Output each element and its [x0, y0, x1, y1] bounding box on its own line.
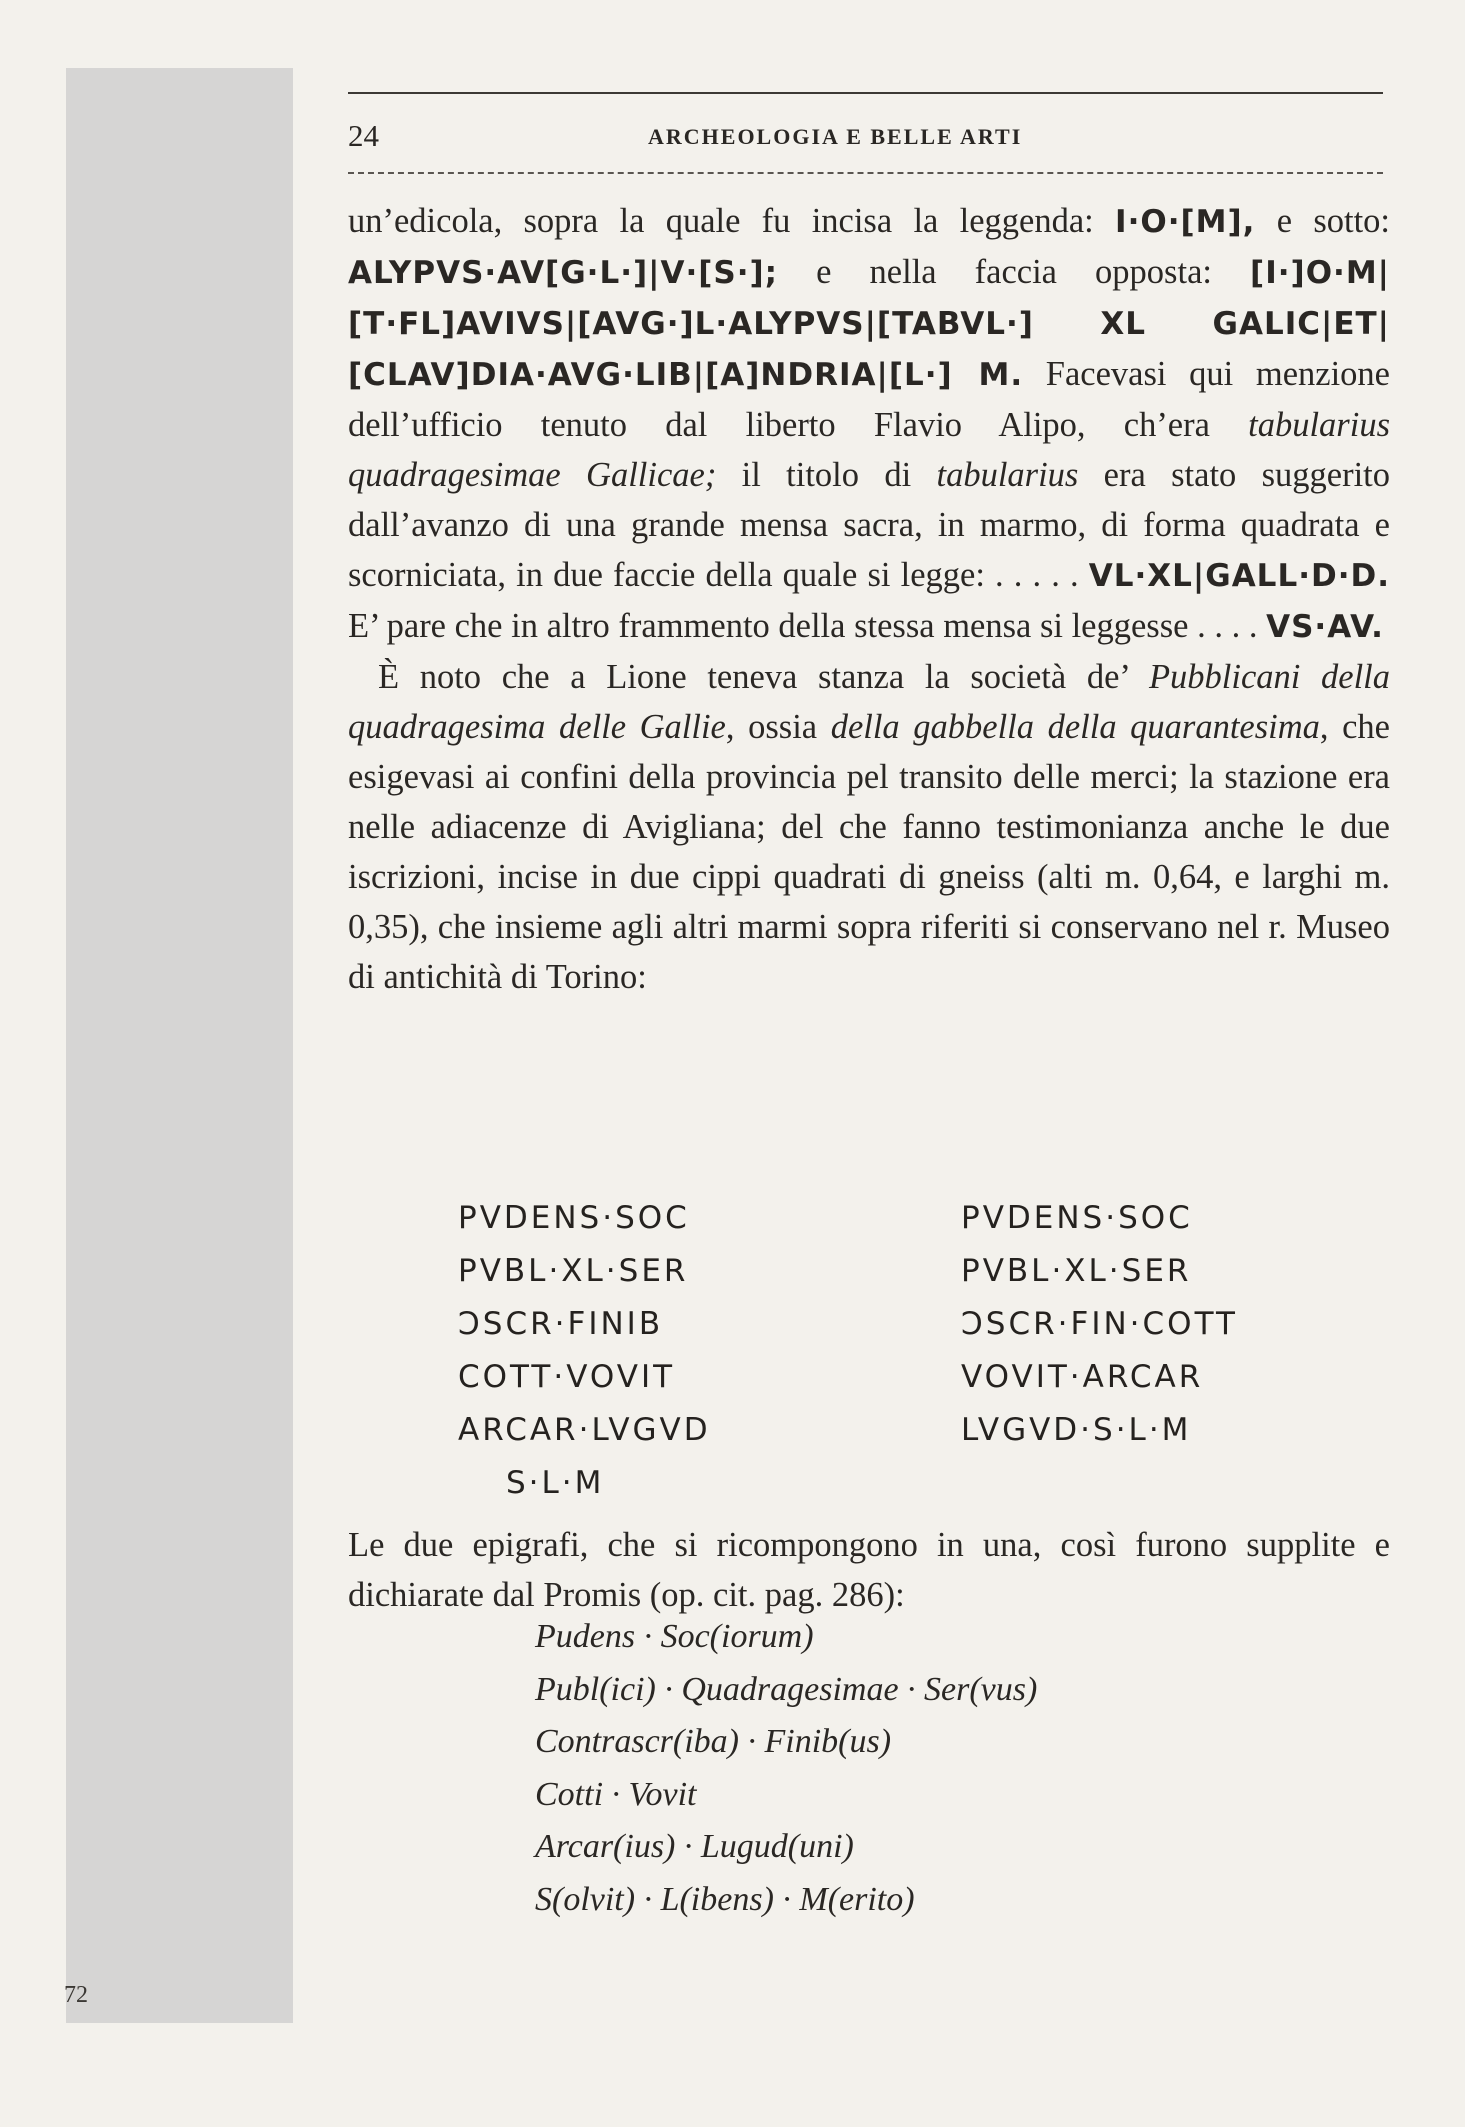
inscription-line: COTT·VOVIT	[458, 1359, 676, 1395]
expansion-line: Pudens · Soc(iorum)	[535, 1618, 814, 1655]
italic-term: tabularius	[936, 456, 1079, 494]
epigraph-inline: VS·AV.	[1266, 609, 1384, 645]
text-span: , che esigevasi ai confini della provincia pel transito delle merci; la stazione era nelle adiacenze di Avigliana; del che fanno testimonianza anche le due iscrizioni, incise in due cippi quadrati di gneiss (alti m. 0,64, e larghi m. 0,35), che insieme agli altri marmi sopra riferiti si conservano nel r. Museo di antichità di Torino:	[348, 708, 1390, 996]
text-span: era stato suggerito dall’avanzo di una grande mensa sacra, in marmo, di forma quadrata e scorniciata, in due faccie della quale si legge: . . . . .	[348, 456, 1391, 594]
expansion-line: S(olvit) · L(ibens) · M(erito)	[535, 1880, 915, 1918]
text-span: È noto che a Lione teneva stanza la società de’	[378, 658, 1149, 696]
epigraph-inline: I·O·[M],	[1115, 204, 1256, 240]
paragraph-3-block	[348, 1520, 1390, 1620]
inscription-line: VOVIT·ARCAR	[961, 1359, 1204, 1395]
inscriptions	[458, 1192, 1358, 1522]
header-rule-top	[348, 92, 1383, 94]
text-span: E’ pare che in altro frammento della stessa mensa si leggesse . . . .	[348, 607, 1267, 645]
inscription-line: PVBL·XL·SER	[458, 1253, 689, 1289]
text-span: e nella faccia opposta:	[778, 253, 1251, 291]
inscription-right	[961, 1192, 1238, 1457]
inscription-line: PVDENS·SOC	[458, 1200, 690, 1236]
epigraph-inline: VL·XL|GALL·D·D.	[1088, 558, 1390, 594]
text-span: , ossia	[725, 708, 831, 746]
inscription-line: PVDENS·SOC	[961, 1200, 1193, 1236]
italic-term: Pubblicani della quadragesima delle Gallie	[348, 658, 1390, 746]
paragraph-2	[348, 652, 1390, 1002]
text-span: e sotto:	[1255, 202, 1390, 240]
paragraph-1	[348, 196, 1390, 652]
text-span: Facevasi qui menzione dell’ufficio tenuto dal liberto Flavio Alipo, ch’era	[348, 355, 1390, 444]
header-rule-bottom	[348, 172, 1383, 174]
italic-term: della gabbella della quarantesima	[830, 708, 1320, 746]
inscription-line: S·L·M	[506, 1465, 605, 1501]
italic-term: tabularius quadragesimae Gallicae;	[348, 406, 1390, 494]
paragraph-3: Le due epigrafi, che si ricompongono in una, così furono supplite e dichiarate dal Promis (op. cit. pag. 286):	[348, 1526, 1390, 1614]
expansion-line: Cotti · Vovit	[535, 1775, 697, 1813]
inscription-line: ↃSCR·FIN·COTT	[961, 1306, 1238, 1342]
running-head	[348, 118, 1383, 158]
inscription-line: ARCAR·LVGVD	[458, 1412, 711, 1448]
epigraph-inline: ALYPVS·AV[G·L·]|V·[S·];	[348, 255, 779, 291]
outer-page-number: 72	[64, 1982, 88, 2008]
text-span: il titolo di	[716, 456, 937, 494]
epigraph-inline: [I·]O·M|[T·FL]AVIVS|[AVG·]L·ALYPVS|[TABVL·] XL GALIC|ET|[CLAV]DIA·AVG·LIB|[A]NDRIA|[L·] M.	[348, 255, 1390, 393]
expansion-line: Publ(ici) · Quadragesimae · Ser(vus)	[535, 1670, 1038, 1708]
inscription-left	[458, 1192, 711, 1510]
page-number: 24	[348, 118, 379, 153]
expansion-line: Contrascr(iba) · Finib(us)	[535, 1723, 892, 1760]
expansion-line: Arcar(ius) · Lugud(uni)	[535, 1828, 854, 1865]
running-title: ARCHEOLOGIA E BELLE ARTI	[648, 124, 1023, 149]
inscription-line: ↃSCR·FINIB	[458, 1306, 664, 1342]
gray-margin-band	[66, 68, 293, 2023]
inscription-line: PVBL·XL·SER	[961, 1253, 1192, 1289]
expansions	[535, 1611, 1335, 1926]
main-text	[348, 196, 1390, 1002]
inscription-line: LVGVD·S·L·M	[961, 1412, 1192, 1448]
text-span: un’edicola, sopra la quale fu incisa la leggenda:	[348, 202, 1116, 240]
